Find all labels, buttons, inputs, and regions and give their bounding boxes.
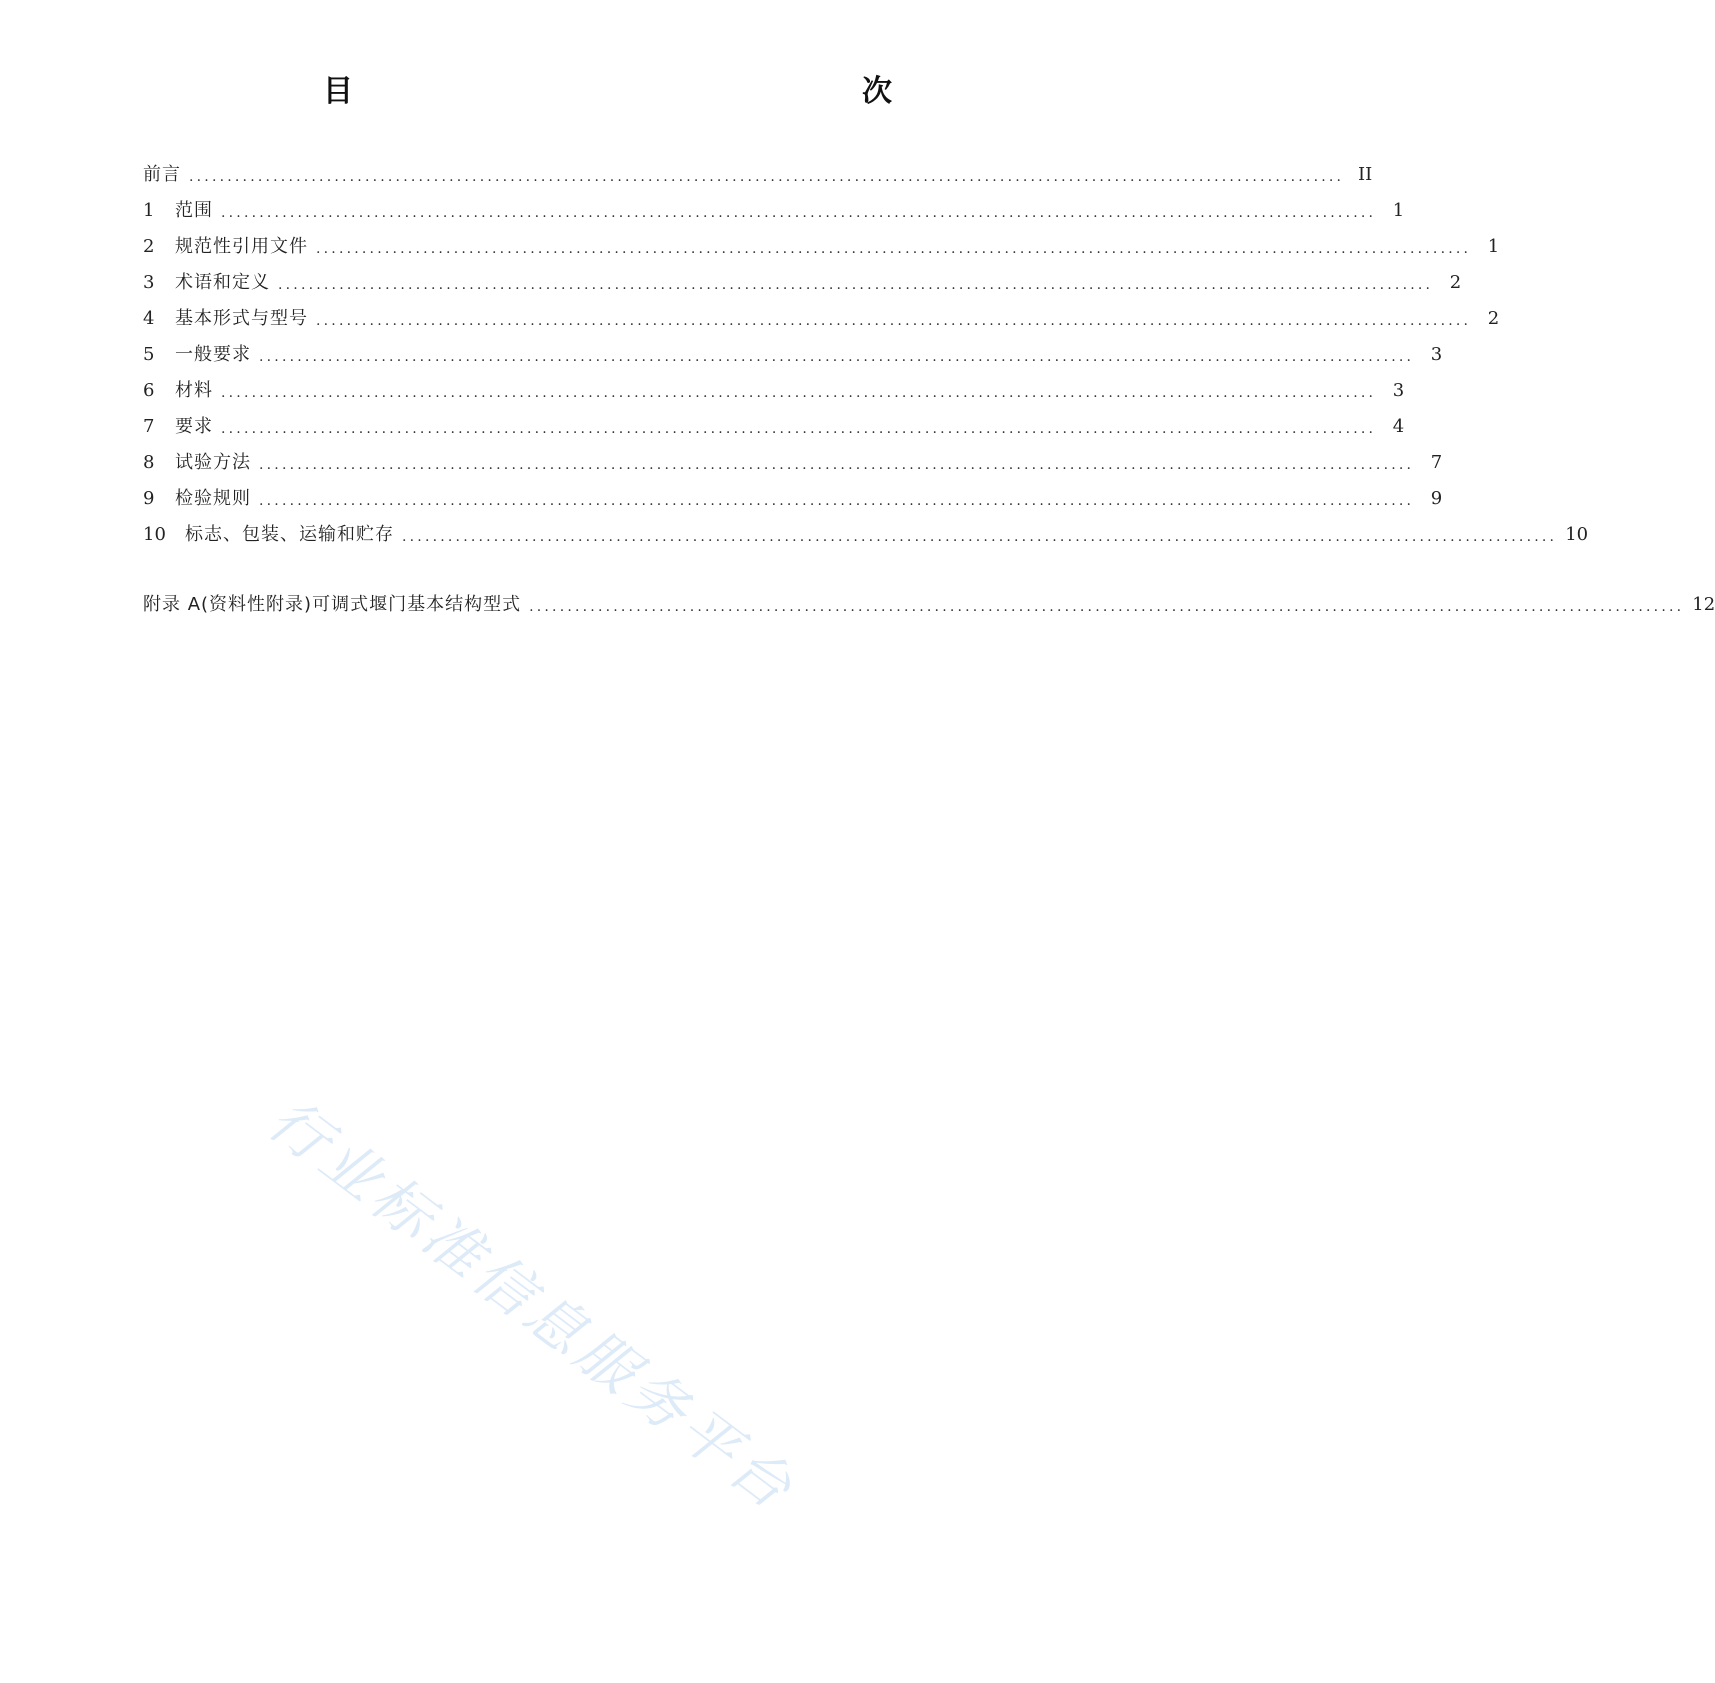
toc-entry-page: 12 [1692,594,1715,615]
toc-leader-dots: ....................................................................................................................................................... [221,385,1377,401]
toc-entry-5[interactable] [143,340,1443,366]
toc-entry-label: 前言 [143,164,181,185]
toc-entry-label: 术语和定义 [175,272,270,293]
toc-entry-foreword[interactable] [143,160,1373,186]
toc-entry-number: 8 [143,452,155,473]
toc-entry-10[interactable] [143,520,1589,546]
toc-entry-label: 范围 [175,200,213,221]
page-title-char-2: 次 [862,74,892,109]
toc-entry-number: 5 [143,344,155,365]
toc-entry-number: 1 [143,200,155,221]
toc-entry-number: 7 [143,416,155,437]
toc-entry-number: 2 [143,236,155,257]
toc-leader-dots: ....................................................................................................................................................... [529,599,1685,615]
toc-entry-page: 1 [1487,236,1500,257]
toc-entry-page: 1 [1392,200,1405,221]
toc-entry-number: 10 [143,524,166,545]
toc-entry-3[interactable] [143,268,1462,294]
toc-entry-page: 3 [1392,380,1405,401]
toc-entry-label: 附录 A(资料性附录)可调式堰门基本结构型式 [143,594,522,615]
toc-entry-label: 标志、包装、运输和贮存 [185,524,394,545]
toc-entry-number: 9 [143,488,155,509]
toc-entry-appendix-a[interactable] [143,590,1715,616]
toc-entry-label: 基本形式与型号 [175,308,308,329]
toc-entry-label: 一般要求 [175,344,251,365]
toc-leader-dots: ....................................................................................................................................................... [278,277,1434,293]
toc-entry-page: 7 [1430,452,1443,473]
toc-entry-page: II [1357,164,1373,185]
toc-entry-page: 2 [1449,272,1462,293]
toc-entry-page: 3 [1430,344,1443,365]
toc-entry-label: 规范性引用文件 [175,236,308,257]
toc-entry-label: 要求 [175,416,213,437]
page-title-char-1: 目 [323,74,353,109]
toc-entry-number: 3 [143,272,155,293]
page-title [0,58,1190,108]
toc-entry-label: 检验规则 [175,488,251,509]
toc-leader-dots: ....................................................................................................................................................... [259,349,1415,365]
toc-entry-page: 9 [1430,488,1443,509]
toc-entry-2[interactable] [143,232,1500,258]
toc-entry-4[interactable] [143,304,1500,330]
toc-entry-number: 4 [143,308,155,329]
watermark-text: 行业标准信息服务平台 [256,1085,809,1525]
toc-entry-6[interactable] [143,376,1405,402]
toc-entry-page: 4 [1392,416,1405,437]
toc-leader-dots: ....................................................................................................................................................... [316,313,1472,329]
toc-entry-9[interactable] [143,484,1443,510]
toc-entry-7[interactable] [143,412,1405,438]
toc-leader-dots: ....................................................................................................................................................... [259,493,1415,509]
toc-entry-8[interactable] [143,448,1443,474]
toc-leader-dots: ....................................................................................................................................................... [221,421,1377,437]
toc-entry-label: 试验方法 [175,452,251,473]
toc-entry-label: 材料 [175,380,213,401]
toc-entry-page: 10 [1565,524,1589,545]
toc-leader-dots: ....................................................................................................................................................... [402,529,1558,545]
toc-leader-dots: ....................................................................................................................................................... [189,169,1345,185]
toc-entry-number: 6 [143,380,155,401]
toc-entry-1[interactable] [143,196,1405,222]
toc-entry-page: 2 [1487,308,1500,329]
toc-leader-dots: ....................................................................................................................................................... [221,205,1377,221]
toc-leader-dots: ....................................................................................................................................................... [316,241,1472,257]
toc-leader-dots: ....................................................................................................................................................... [259,457,1415,473]
